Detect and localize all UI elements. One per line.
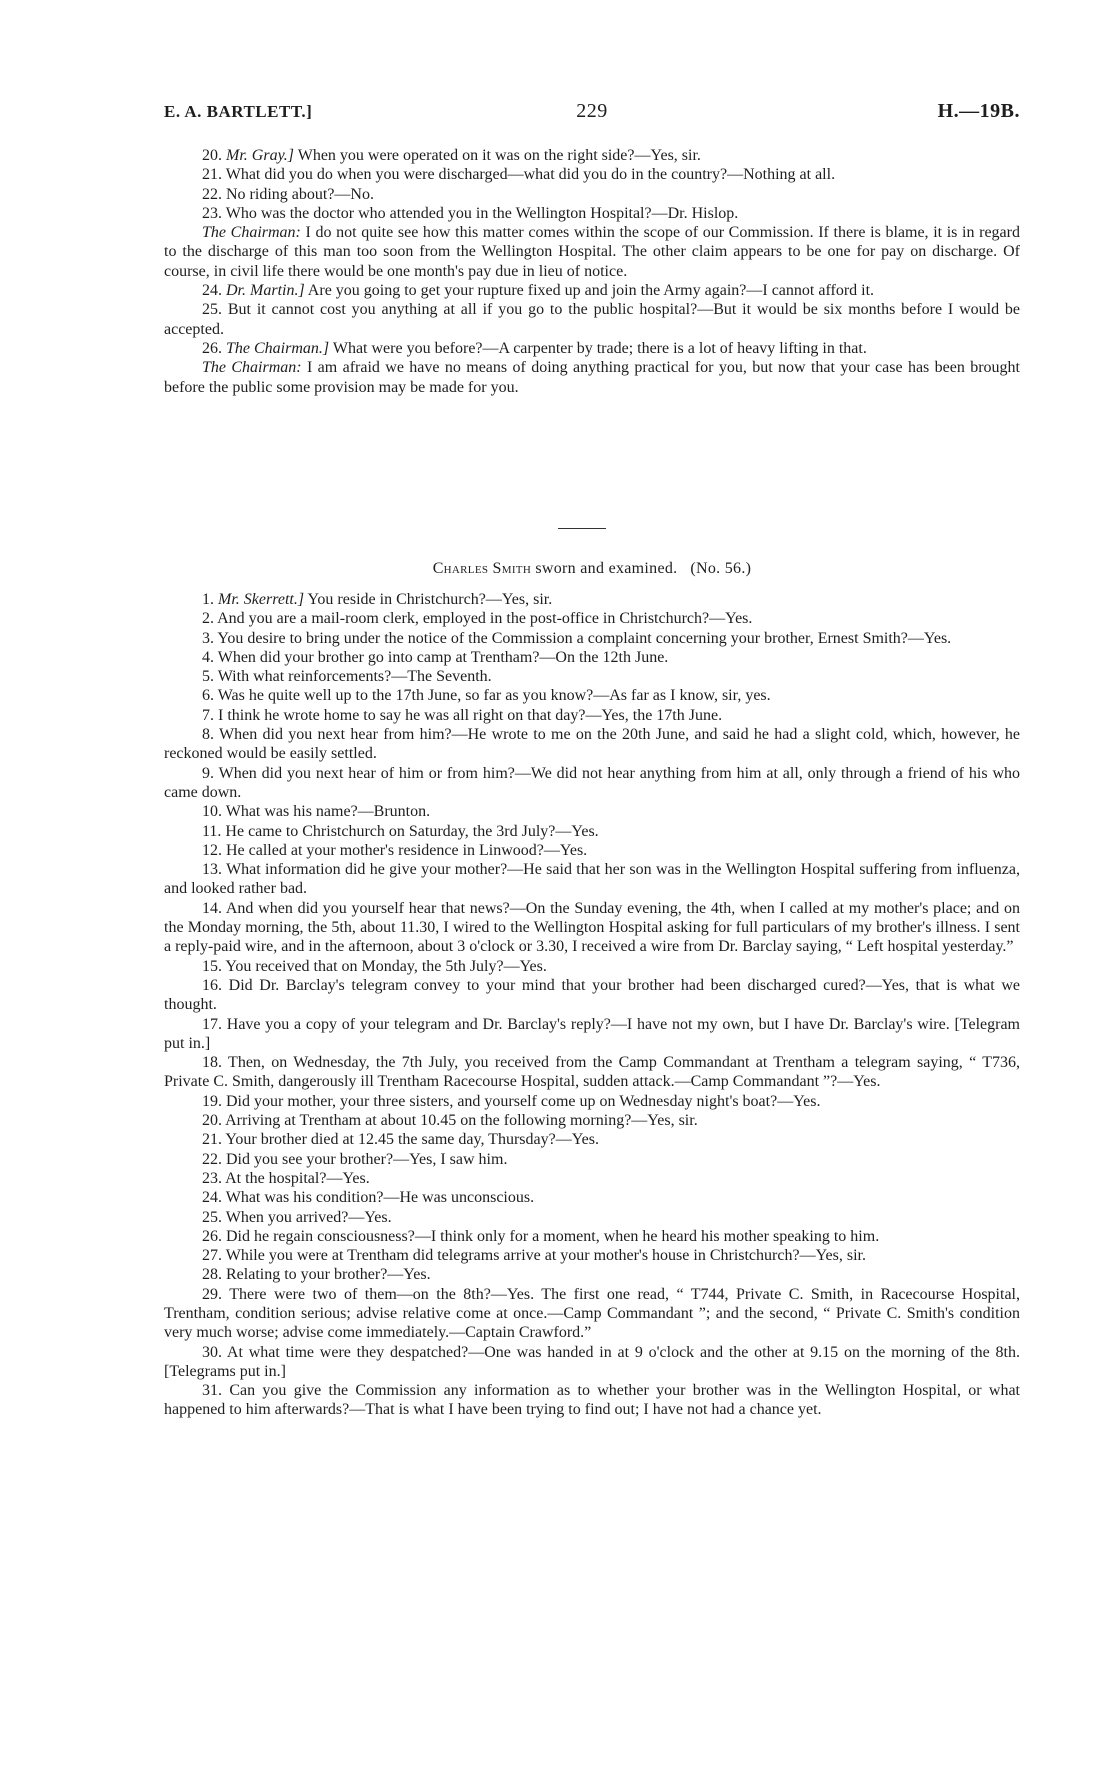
testimony-text: And you are a mail-room clerk, employed in the post-office in Christchurch?—Yes. — [217, 610, 753, 628]
testimony-text: Your brother died at 12.45 the same day, Thursday?—Yes. — [225, 1131, 599, 1149]
testimony-paragraph — [164, 590, 1020, 609]
question-number: 10. — [202, 803, 222, 821]
testimony-text: You received that on Monday, the 5th July?—Yes. — [225, 957, 547, 975]
testimony-text: When did you next hear from him?—He wrote to me on the 20th June, and said he had a slight cold, which, however, he reckoned would be easily settled. — [164, 726, 1020, 763]
testimony-paragraph — [164, 146, 1020, 165]
question-number: 2. — [202, 610, 214, 628]
testimony-text: He came to Christchurch on Saturday, the 3rd July?—Yes. — [225, 822, 599, 840]
testimony-text: Did Dr. Barclay's telegram convey to your mind that your brother had been discharged cured?—Yes, that is what we thought. — [164, 976, 1021, 1014]
testimony-paragraph — [164, 725, 1020, 764]
question-number: 20. — [202, 1112, 222, 1130]
page-header — [164, 100, 1020, 126]
testimony-paragraph — [164, 899, 1020, 957]
testimony-text: When you were operated on it was on the right side?—Yes, sir. — [294, 147, 701, 164]
testimony-text: At the hospital?—Yes. — [225, 1169, 370, 1187]
question-number: 12. — [202, 841, 222, 859]
testimony-paragraph — [164, 860, 1020, 899]
question-number: 23. — [202, 204, 222, 222]
testimony-paragraph — [164, 1265, 1020, 1284]
header-witness-name: E. A. BARTLETT.] — [164, 102, 313, 121]
page-number: 229 — [576, 100, 608, 122]
testimony-paragraph — [164, 822, 1020, 841]
question-number: 25. — [202, 1208, 222, 1226]
testimony-paragraph — [164, 185, 1020, 204]
question-number: 16. — [202, 976, 222, 994]
testimony-text: When did your brother go into camp at Trentham?—On the 12th June. — [217, 648, 669, 666]
testimony-paragraph — [164, 281, 1020, 300]
question-number: 3. — [202, 629, 214, 647]
testimony-text: He called at your mother's residence in Linwood?—Yes. — [226, 841, 588, 859]
testimony-paragraph — [164, 1169, 1020, 1188]
testimony-text: When did you next hear of him or from him?—We did not hear anything from him at all, only through a friend of his who came down. — [164, 764, 1020, 801]
testimony-paragraph — [164, 358, 1020, 397]
testimony-paragraph — [164, 686, 1020, 705]
testimony-paragraph — [164, 706, 1020, 725]
testimony-text: You desire to bring under the notice of the Commission a complaint concerning your brother, Ernest Smith?—Yes. — [217, 629, 952, 647]
sworn-text: sworn and examined. — [531, 560, 678, 577]
testimony-paragraph — [164, 204, 1020, 223]
testimony-paragraph — [164, 1111, 1020, 1130]
testimony-paragraph — [164, 609, 1020, 628]
testimony-text: What was his condition?—He was unconscious. — [225, 1189, 535, 1207]
testimony-block-smith — [164, 590, 1020, 1420]
question-number: 21. — [202, 1131, 222, 1149]
testimony-paragraph — [164, 667, 1020, 686]
question-number: 6. — [202, 687, 214, 705]
testimony-text: What did you do when you were discharged—what did you do in the country?—Nothing at all. — [225, 166, 836, 184]
question-number: 20. — [202, 147, 222, 164]
question-number: 17. — [202, 1015, 222, 1033]
testimony-paragraph — [164, 957, 1020, 976]
testimony-paragraph — [164, 802, 1020, 821]
testimony-text: While you were at Trentham did telegrams arrive at your mother's house in Christchurch?—Yes, sir. — [225, 1247, 866, 1265]
testimony-paragraph — [164, 1343, 1020, 1382]
speaker-name: Mr. Skerrett.] — [218, 591, 305, 608]
question-number: 26. — [202, 339, 222, 357]
question-number: 26. — [202, 1227, 222, 1245]
testimony-text: With what reinforcements?—The Seventh. — [217, 668, 492, 686]
question-number: 21. — [202, 166, 222, 184]
testimony-text: Then, on Wednesday, the 7th July, you received from the Camp Commandant at Trentham a telegram saying, “ T736, Private C. Smith, dangerously ill Trentham Racecourse Hospital, sudden attack.—Camp Commandant ”?—Yes. — [164, 1054, 1020, 1091]
witness-name: Charles Smith — [432, 560, 532, 577]
question-number: 25. — [202, 301, 222, 319]
testimony-text: There were two of them—on the 8th?—Yes. The first one read, “ T744, Private C. Smith, in Racecourse Hospital, Trentham, condition serious; advise relative come at once.—Camp Commandant ”; and the second, “ Private C. Smith's condition very much worse; advise come immediately.—Captain Crawford.” — [164, 1285, 1020, 1342]
testimony-paragraph — [164, 976, 1020, 1015]
testimony-paragraph — [164, 764, 1020, 803]
question-number: 22. — [202, 185, 222, 203]
testimony-text: Did he regain consciousness?—I think only for a moment, when he heard his mother speaking to him. — [226, 1227, 880, 1245]
question-number: 30. — [202, 1343, 222, 1361]
speaker-name: The Chairman: — [202, 224, 301, 242]
question-number: 13. — [202, 861, 222, 879]
question-number: 31. — [202, 1382, 222, 1400]
testimony-paragraph — [164, 1053, 1020, 1092]
testimony-paragraph — [164, 339, 1020, 358]
paper-reference: H.—19B. — [937, 100, 1020, 122]
question-number: 11. — [202, 822, 222, 840]
speaker-name: Mr. Gray.] — [226, 147, 295, 164]
question-number: 14. — [202, 899, 222, 917]
testimony-paragraph — [164, 1188, 1020, 1207]
testimony-paragraph — [164, 1381, 1020, 1420]
testimony-text: Have you a copy of your telegram and Dr. Barclay's reply?—I have not my own, but I have Dr. Barclay's wire. [Telegram put in.] — [164, 1015, 1020, 1052]
testimony-text: Are you going to get your rupture fixed up and join the Army again?—I cannot afford it. — [304, 282, 875, 300]
question-number: 5. — [202, 668, 214, 686]
question-number: 24. — [202, 282, 222, 300]
testimony-text: Relating to your brother?—Yes. — [226, 1266, 431, 1284]
question-number: 24. — [202, 1189, 222, 1207]
testimony-text: What was his name?—Brunton. — [225, 803, 431, 821]
testimony-text: Was he quite well up to the 17th June, so far as you know?—As far as I know, sir, yes. — [217, 687, 771, 705]
question-number: 27. — [202, 1247, 222, 1265]
testimony-paragraph — [164, 629, 1020, 648]
testimony-text: What were you before?—A carpenter by trade; there is a lot of heavy lifting in that. — [329, 339, 867, 357]
testimony-paragraph — [164, 648, 1020, 667]
testimony-text: I do not quite see how this matter comes within the scope of our Commission. If there is blame, it is in regard to the discharge of this man too soon from the Wellington Hospital. The other claim appears to be one for pay on discharge. Of course, in civil life there would be one month's pay due in lieu of notice. — [164, 224, 1020, 280]
testimony-paragraph — [164, 223, 1020, 281]
section-heading — [164, 560, 1020, 578]
testimony-text: What information did he give your mother?—He said that her son was in the Wellington Hospital suffering from influenza, and looked rather bad. — [164, 861, 1020, 898]
testimony-paragraph — [164, 1208, 1020, 1227]
question-number: 1. — [202, 591, 214, 608]
testimony-block-bartlett — [164, 146, 1020, 397]
testimony-text: Did you see your brother?—Yes, I saw him. — [226, 1150, 508, 1168]
testimony-text: Can you give the Commission any information as to whether your brother was in the Wellington Hospital, or what happened to him afterwards?—That is what I have been trying to find out; I have not had a chance yet. — [164, 1382, 1021, 1419]
witness-number: (No. 56.) — [690, 560, 752, 577]
testimony-text: But it cannot cost you anything at all if you go to the public hospital?—But it would be six months before I would be accepted. — [164, 301, 1021, 338]
testimony-paragraph — [164, 1227, 1020, 1246]
speaker-name: The Chairman.] — [226, 339, 330, 357]
question-number: 4. — [202, 648, 214, 666]
testimony-paragraph — [164, 841, 1020, 860]
testimony-paragraph — [164, 1150, 1020, 1169]
testimony-text: And when did you yourself hear that news?—On the Sunday evening, the 4th, when I called at my mother's place; and on the Monday morning, the 5th, about 11.30, I wired to the Wellington Hospital asking for full particulars of my brother's illness. I sent a reply-paid wire, and in the afternoon, about 3 o'clock or 3.30, I received a wire from Dr. Barclay saying, “ Left hospital yesterday.” — [164, 899, 1020, 956]
testimony-paragraph — [164, 1130, 1020, 1149]
testimony-paragraph — [164, 1092, 1020, 1111]
question-number: 15. — [202, 957, 222, 975]
question-number: 7. — [202, 706, 214, 724]
question-number: 22. — [202, 1150, 222, 1168]
testimony-paragraph — [164, 300, 1020, 339]
speaker-name: Dr. Martin.] — [226, 282, 305, 300]
question-number: 23. — [202, 1169, 222, 1187]
testimony-text: No riding about?—No. — [226, 185, 374, 203]
testimony-text: You reside in Christchurch?—Yes, sir. — [304, 591, 553, 608]
testimony-text: Did your mother, your three sisters, and yourself come up on Wednesday night's boat?—Yes. — [226, 1092, 821, 1110]
testimony-text: Who was the doctor who attended you in the Wellington Hospital?—Dr. Hislop. — [225, 204, 739, 222]
testimony-text: Arriving at Trentham at about 10.45 on the following morning?—Yes, sir. — [225, 1112, 698, 1130]
question-number: 29. — [202, 1285, 222, 1303]
testimony-paragraph — [164, 1285, 1020, 1343]
question-number: 18. — [202, 1054, 222, 1072]
testimony-paragraph — [164, 1015, 1020, 1054]
testimony-paragraph — [164, 1246, 1020, 1265]
testimony-text: When you arrived?—Yes. — [225, 1208, 392, 1226]
question-number: 8. — [202, 726, 214, 744]
question-number: 9. — [202, 764, 214, 782]
testimony-text: I think he wrote home to say he was all right on that day?—Yes, the 17th June. — [218, 706, 723, 724]
question-number: 28. — [202, 1266, 222, 1284]
section-divider — [558, 528, 606, 529]
testimony-text: I am afraid we have no means of doing anything practical for you, but now that your case has been brought before the public some provision may be made for you. — [164, 359, 1021, 396]
testimony-paragraph — [164, 165, 1020, 184]
speaker-name: The Chairman: — [202, 359, 302, 377]
testimony-text: At what time were they despatched?—One was handed in at 9 o'clock and the other at 9.15 on the morning of the 8th. [Telegrams put in.] — [164, 1343, 1020, 1380]
question-number: 19. — [202, 1092, 222, 1110]
